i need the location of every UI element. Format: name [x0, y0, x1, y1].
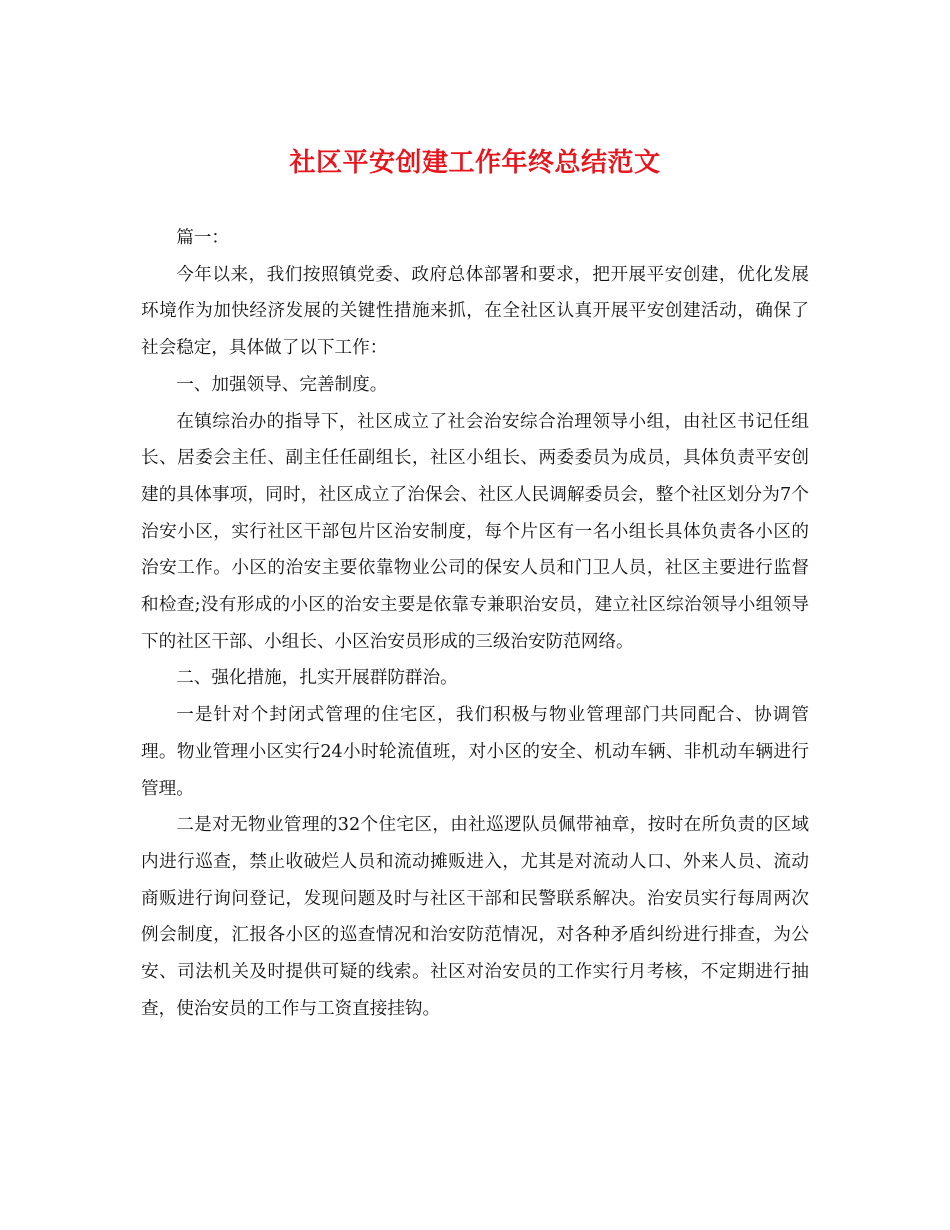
intro-paragraph: 今年以来，我们按照镇党委、政府总体部署和要求，把开展平安创建，优化发展环境作为加快经济发展的关键性措施来抓，在全社区认真开展平安创建活动，确保了社会稳定，具体做了以下工作：: [141, 264, 809, 359]
heading-strengthen-measures: 二、强化措施，扎实开展群防群治。: [176, 668, 458, 689]
leadership-paragraph: 在镇综治办的指导下，社区成立了社会治安综合治理领导小组，由社区书记任组长、居委会主任、副主任任副组长，社区小组长、两委委员为成员，具体负责平安创建的具体事项，同时，社区成立了治保会、社区人民调解委员会，整个社区划分为7个治安小区，实行社区干部包片区治安制度，每个片区有一名小组长具体负责各小区的治安工作。小区的治安主要依靠物业公司的保安人员和门卫人员，社区主要进行监督和检查;没有形成的小区的治安主要是依靠专兼职治安员，建立社区综治领导小组领导下的社区干部、小组长、小区治安员形成的三级治安防范网络。: [141, 411, 809, 652]
section-label-part-one: 篇一：: [176, 228, 229, 248]
heading-strengthen-leadership: 一、加强领导、完善制度。: [176, 374, 388, 395]
measures-paragraph-one: 一是针对个封闭式管理的住宅区，我们积极与物业管理部门共同配合、协调管理。物业管理小区实行24小时轮流值班，对小区的安全、机动车辆、非机动车辆进行管理。: [141, 705, 809, 799]
document-title: 社区平安创建工作年终总结范文: [289, 148, 661, 178]
document-body: [141, 220, 809, 1027]
measures-paragraph-two: 二是对无物业管理的32个住宅区，由社巡逻队员佩带袖章，按时在所负责的区域内进行巡查，禁止收破烂人员和流动摊贩进入，尤其是对流动人口、外来人员、流动商贩进行询问登记，发现问题及时与社区干部和民警联系解决。治安员实行每周两次例会制度，汇报各小区的巡查情况和治安防范情况，对各种矛盾纠纷进行排查，为公安、司法机关及时提供可疑的线索。社区对治安员的工作实行月考核，不定期进行抽查，使治安员的工作与工资直接挂钩。: [141, 815, 809, 1019]
